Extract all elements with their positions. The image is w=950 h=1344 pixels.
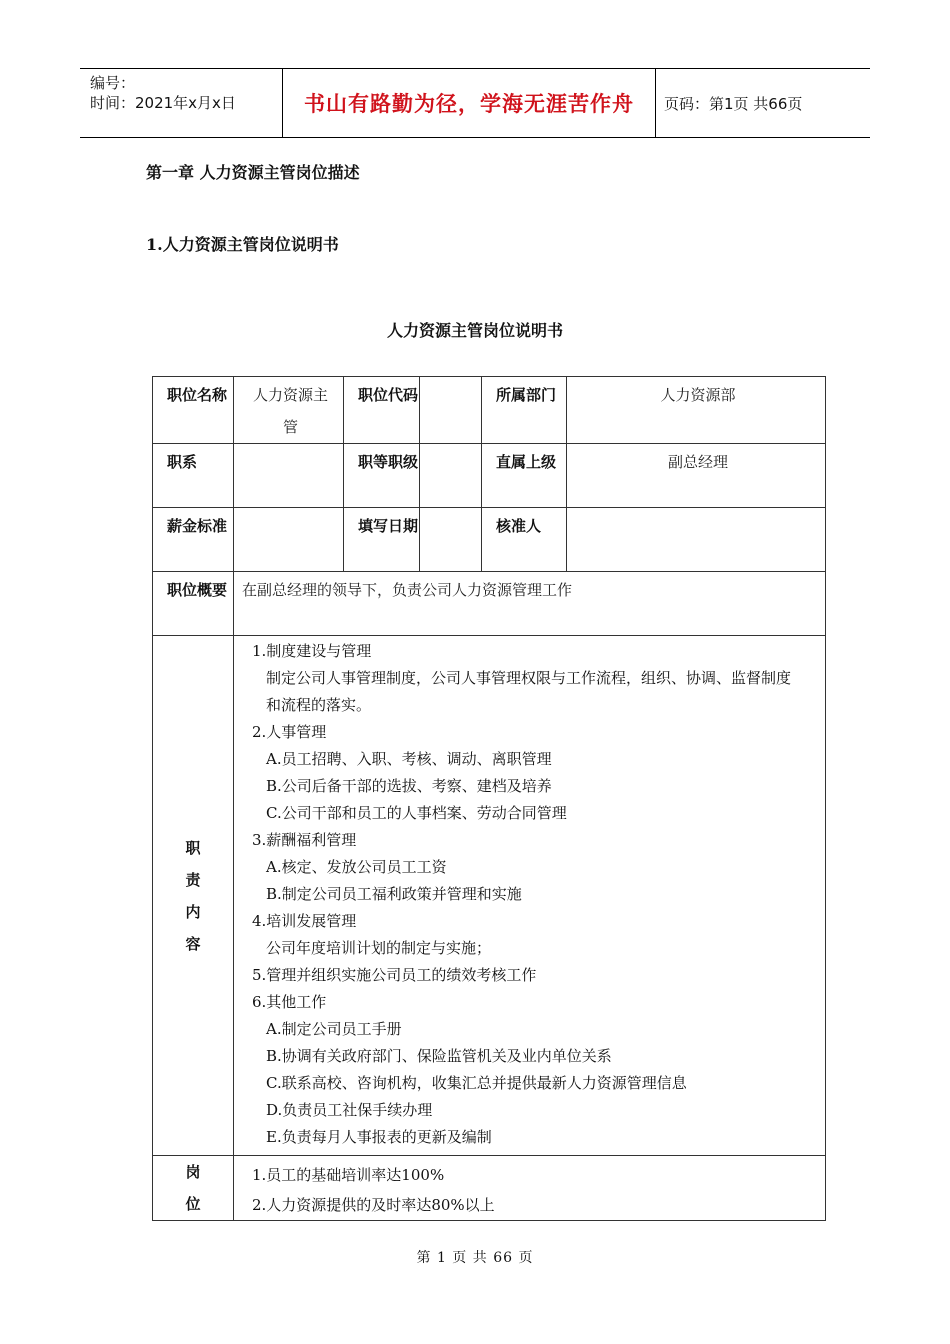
document-header — [80, 68, 870, 138]
list-item: B.公司后备干部的选拔、考察、建档及培养 — [266, 777, 552, 795]
list-item: 2.人力资源提供的及时率达80%以上 — [252, 1196, 495, 1214]
list-item: A.核定、发放公司员工工资 — [266, 858, 447, 876]
list-item: C.联系高校、咨询机构，收集汇总并提供最新人力资源管理信息 — [266, 1074, 687, 1092]
table-row — [153, 636, 826, 1156]
summary-label: 职位概要 — [153, 572, 234, 636]
table-row — [153, 444, 826, 508]
approver-label: 核准人 — [482, 508, 567, 572]
list-item: 制定公司人事管理制度，公司人事管理权限与工作流程，组织、协调、监督制度 — [266, 669, 792, 687]
table-row — [153, 1156, 826, 1221]
position-name-label: 职位名称 — [153, 377, 234, 444]
list-item: 5.管理并组织实施公司员工的绩效考核工作 — [252, 966, 537, 984]
header-motto-cell — [282, 69, 656, 137]
list-item: 1.员工的基础培训率达100% — [252, 1166, 445, 1184]
list-item: B.协调有关政府部门、保险监管机关及业内单位关系 — [266, 1047, 612, 1065]
job-family-value — [234, 444, 344, 508]
fill-date-label: 填写日期 — [344, 508, 420, 572]
position-name-value: 人力资源主管 — [234, 377, 344, 444]
duties-label-char: 容 — [185, 934, 201, 953]
list-item: 和流程的落实。 — [266, 696, 372, 714]
table-row — [153, 508, 826, 572]
supervisor-label: 直属上级 — [482, 444, 567, 508]
list-item: 公司年度培训计划的制定与实施； — [266, 939, 492, 957]
position-code-value — [420, 377, 482, 444]
salary-value — [234, 508, 344, 572]
list-item: E.负责每月人事报表的更新及编制 — [266, 1128, 492, 1146]
time-label: 时间：2021年x月x日 — [90, 94, 236, 112]
fill-date-value — [420, 508, 482, 572]
chapter-title: 第一章 人力资源主管岗位描述 — [146, 163, 360, 182]
kpi-content — [234, 1156, 826, 1221]
motto-text: 书山有路勤为径，学海无涯苦作舟 — [304, 92, 634, 116]
table-row — [153, 572, 826, 636]
list-item: A.员工招聘、入职、考核、调动、离职管理 — [266, 750, 552, 768]
kpi-label — [153, 1156, 234, 1221]
number-label: 编号： — [90, 74, 136, 92]
page-footer: 第 1 页 共 66 页 — [416, 1250, 534, 1266]
list-item: D.负责员工社保手续办理 — [266, 1101, 433, 1119]
list-item: A.制定公司员工手册 — [266, 1020, 402, 1038]
job-family-label: 职系 — [153, 444, 234, 508]
duties-label-char: 责 — [185, 870, 201, 889]
table-row — [153, 377, 826, 444]
job-description-table — [152, 376, 826, 1221]
approver-value — [567, 508, 826, 572]
list-item: C.公司干部和员工的人事档案、劳动合同管理 — [266, 804, 567, 822]
kpi-label-char: 岗 — [185, 1163, 201, 1181]
header-meta — [80, 69, 282, 137]
document-title: 人力资源主管岗位说明书 — [386, 321, 563, 340]
duties-content — [234, 636, 826, 1156]
department-value: 人力资源部 — [567, 377, 826, 444]
section-title: 1.人力资源主管岗位说明书 — [146, 235, 339, 254]
department-label: 所属部门 — [482, 377, 567, 444]
duties-label-char: 内 — [185, 902, 201, 921]
duties-label-char: 职 — [185, 838, 201, 857]
header-page-cell — [656, 69, 870, 137]
supervisor-value: 副总经理 — [567, 444, 826, 508]
page-info: 页码：第1页 共66页 — [664, 94, 803, 113]
grade-value — [420, 444, 482, 508]
list-item: B.制定公司员工福利政策并管理和实施 — [266, 885, 522, 903]
list-item: 3.薪酬福利管理 — [252, 831, 357, 849]
position-code-label: 职位代码 — [344, 377, 420, 444]
salary-label: 薪金标准 — [153, 508, 234, 572]
grade-label: 职等职级 — [344, 444, 420, 508]
list-item: 4.培训发展管理 — [252, 912, 357, 930]
list-item: 2.人事管理 — [252, 723, 327, 741]
kpi-label-char: 位 — [185, 1195, 201, 1213]
summary-value: 在副总经理的领导下，负责公司人力资源管理工作 — [234, 572, 826, 636]
list-item: 1.制度建设与管理 — [252, 642, 372, 660]
duties-label — [153, 636, 234, 1156]
list-item: 6.其他工作 — [252, 993, 327, 1011]
